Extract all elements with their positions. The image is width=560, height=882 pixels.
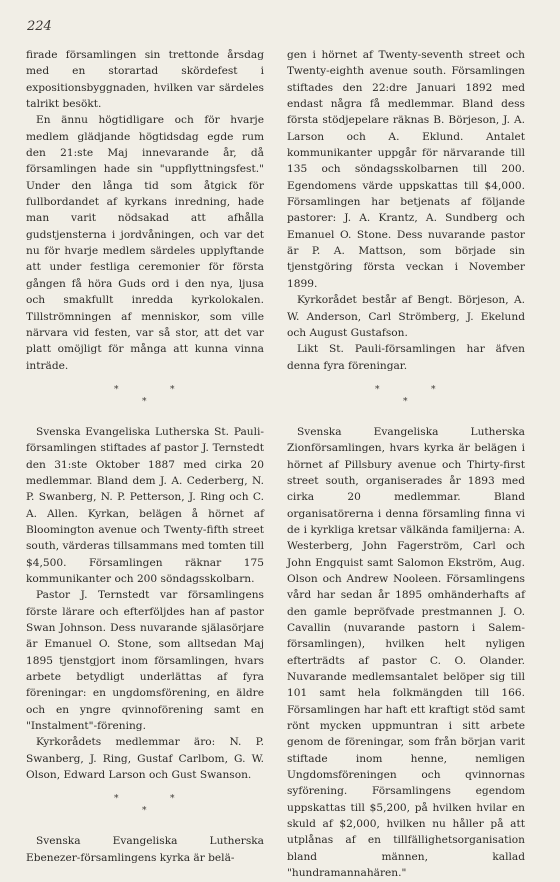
separator-asterisk: * xyxy=(114,794,119,805)
right-paragraph-1: gen i hörnet af Twenty-seventh street och Twenty-eighth avenue south. Församlingen stiftades den 22:dre Januari 1892 med endast några få medlemmar. Bland dess första stödjepelare räknas B. Börjeson, J. A. Larson och A. Eklund. Antalet kommunikanter uppgår för närvarande till 135 och söndagsskolbarnen till 200. Egendomens värde uppskattas till $4,000. Församlingen har betjenats af följande pastorer: J. A. Krantz, A. Sundberg och Emanuel O. Stone. Dess nuvarande pastor är P. A. Mattson, som började sin tjenstgöring första veckan i November 1899. xyxy=(287,49,525,290)
section-separator xyxy=(26,380,264,414)
separator-asterisk: * xyxy=(170,384,175,395)
left-paragraph-5: Kyrkorådets medlemmar äro: N. P. Swanberg, J. Ring, Gustaf Carlbom, G. W. Olson, Edward Larson och Gust Swanson. xyxy=(26,736,264,782)
right-paragraph-4: Svenska Evangeliska Lutherska Zionförsamlingen, hvars kyrka är belägen i hörnet af Pillsbury avenue och Thirty-first street south, organiserades år 1893 med cirka 20 medlemmar. Bland organisatörerna i denna församling finna vi de i kyrkliga kretsar välkända familjerna: A. Westerberg, John Fagerström, Carl och John Engquist samt Salomon Ekström, Aug. Olson och Andrew Nooleen. Församlingens vård har sedan år 1895 omhänderhafts af den gamle bepröfvade prestmannen J. O. Cavallin (nuvarande pastorn i Salem-församlingen), hvilken helt nyligen efterträdts af pastor C. O. Olander. Nuvarande medlemsantalet belöper sig till 101 samt hela folkmängden till 166. Församlingen har haft ett kraftigt stöd samt rönt mycken uppmuntran i sitt arbete genom de föreningar, som från början varit stiftade inom henne, nemligen Ungdomsföreningen och qvinnornas syförening. Församlingens egendom uppskattas till $5,200, på hvilken hvilar en skuld af $2,000, hvilken nu håller på att utplånas af en tillfällighetsorganisation bland männen, kallad "hundramannahären." xyxy=(287,425,525,880)
separator-asterisk: * xyxy=(142,806,147,817)
left-paragraph-2: En ännu högtidligare och för hvarje medlem glädjande högtidsdag egde rum den 21:ste Maj innevarande år, då församlingen hade sin "uppflyttningsfest." Under den långa tid som åtgick för fullbordandet af kyrkans inredning, hade man varit nödsakad att afhålla gudstjensterna i jordvåningen, och var det nu för hvarje medlem särdeles upplyftande att under festliga ceremonier för första gången få höra Guds ord i den nya, ljusa och smakfullt inredda kyrkolokalen. Tillströmningen af menniskor, som ville närvara vid festen, var så stor, att det var platt omöjligt för många att kunna vinna inträde. xyxy=(26,114,264,372)
right-paragraph-2: Kyrkorådet består af Bengt. Börjeson, A. W. Anderson, Carl Strömberg, J. Ekelund och August Gustafson. xyxy=(287,294,525,339)
right-paragraph-3: Likt St. Pauli-församlingen har äfven denna fyra föreningar. xyxy=(287,343,525,372)
section-separator xyxy=(287,380,525,414)
separator-asterisk: * xyxy=(142,396,147,407)
left-paragraph-6: Svenska Evangeliska Lutherska Ebenezer-församlingens kyrka är belä- xyxy=(26,835,264,864)
right-column xyxy=(287,47,525,882)
left-paragraph-4: Pastor J. Ternstedt var församlingens förste lärare och efterföljdes han af pastor Swan Johnson. Dess nuvarande själasörjare är Emanuel O. Stone, som alltsedan Maj 1895 tjenstgjort inom församlingen, hvars arbete betydligt underlättas af fyra föreningar: en ungdomsförening, en äldre och en yngre qvinnoförening samt en "Instalment"-förening. xyxy=(26,589,264,733)
separator-asterisk: * xyxy=(431,384,436,395)
separator-asterisk: * xyxy=(170,794,175,805)
left-paragraph-1: firade församlingen sin trettonde årsdag med en storartad skördefest i expositionsbyggnaden, hvilken var särdeles talrikt besökt. xyxy=(26,49,264,111)
separator-asterisk: * xyxy=(375,384,380,395)
page-number: 224 xyxy=(27,19,52,34)
left-paragraph-3: Svenska Evangeliska Lutherska St. Pauli-församlingen stiftades af pastor J. Ternstedt den 31:ste Oktober 1887 med cirka 20 medlemmar. Bland dem J. A. Cederberg, N. P. Swanberg, N. P. Petterson, J. Ring och C. A. Allen. Kyrkan, belägen å hörnet af Bloomington avenue och Twenty-fifth street south, värderas tillsammans med tomten till $4,500. Församlingen räknar 175 kommunikanter och 200 söndagsskolbarn. xyxy=(26,425,264,585)
separator-asterisk: * xyxy=(403,396,408,407)
left-column xyxy=(26,47,264,866)
separator-asterisk: * xyxy=(114,384,119,395)
section-separator xyxy=(26,789,264,823)
